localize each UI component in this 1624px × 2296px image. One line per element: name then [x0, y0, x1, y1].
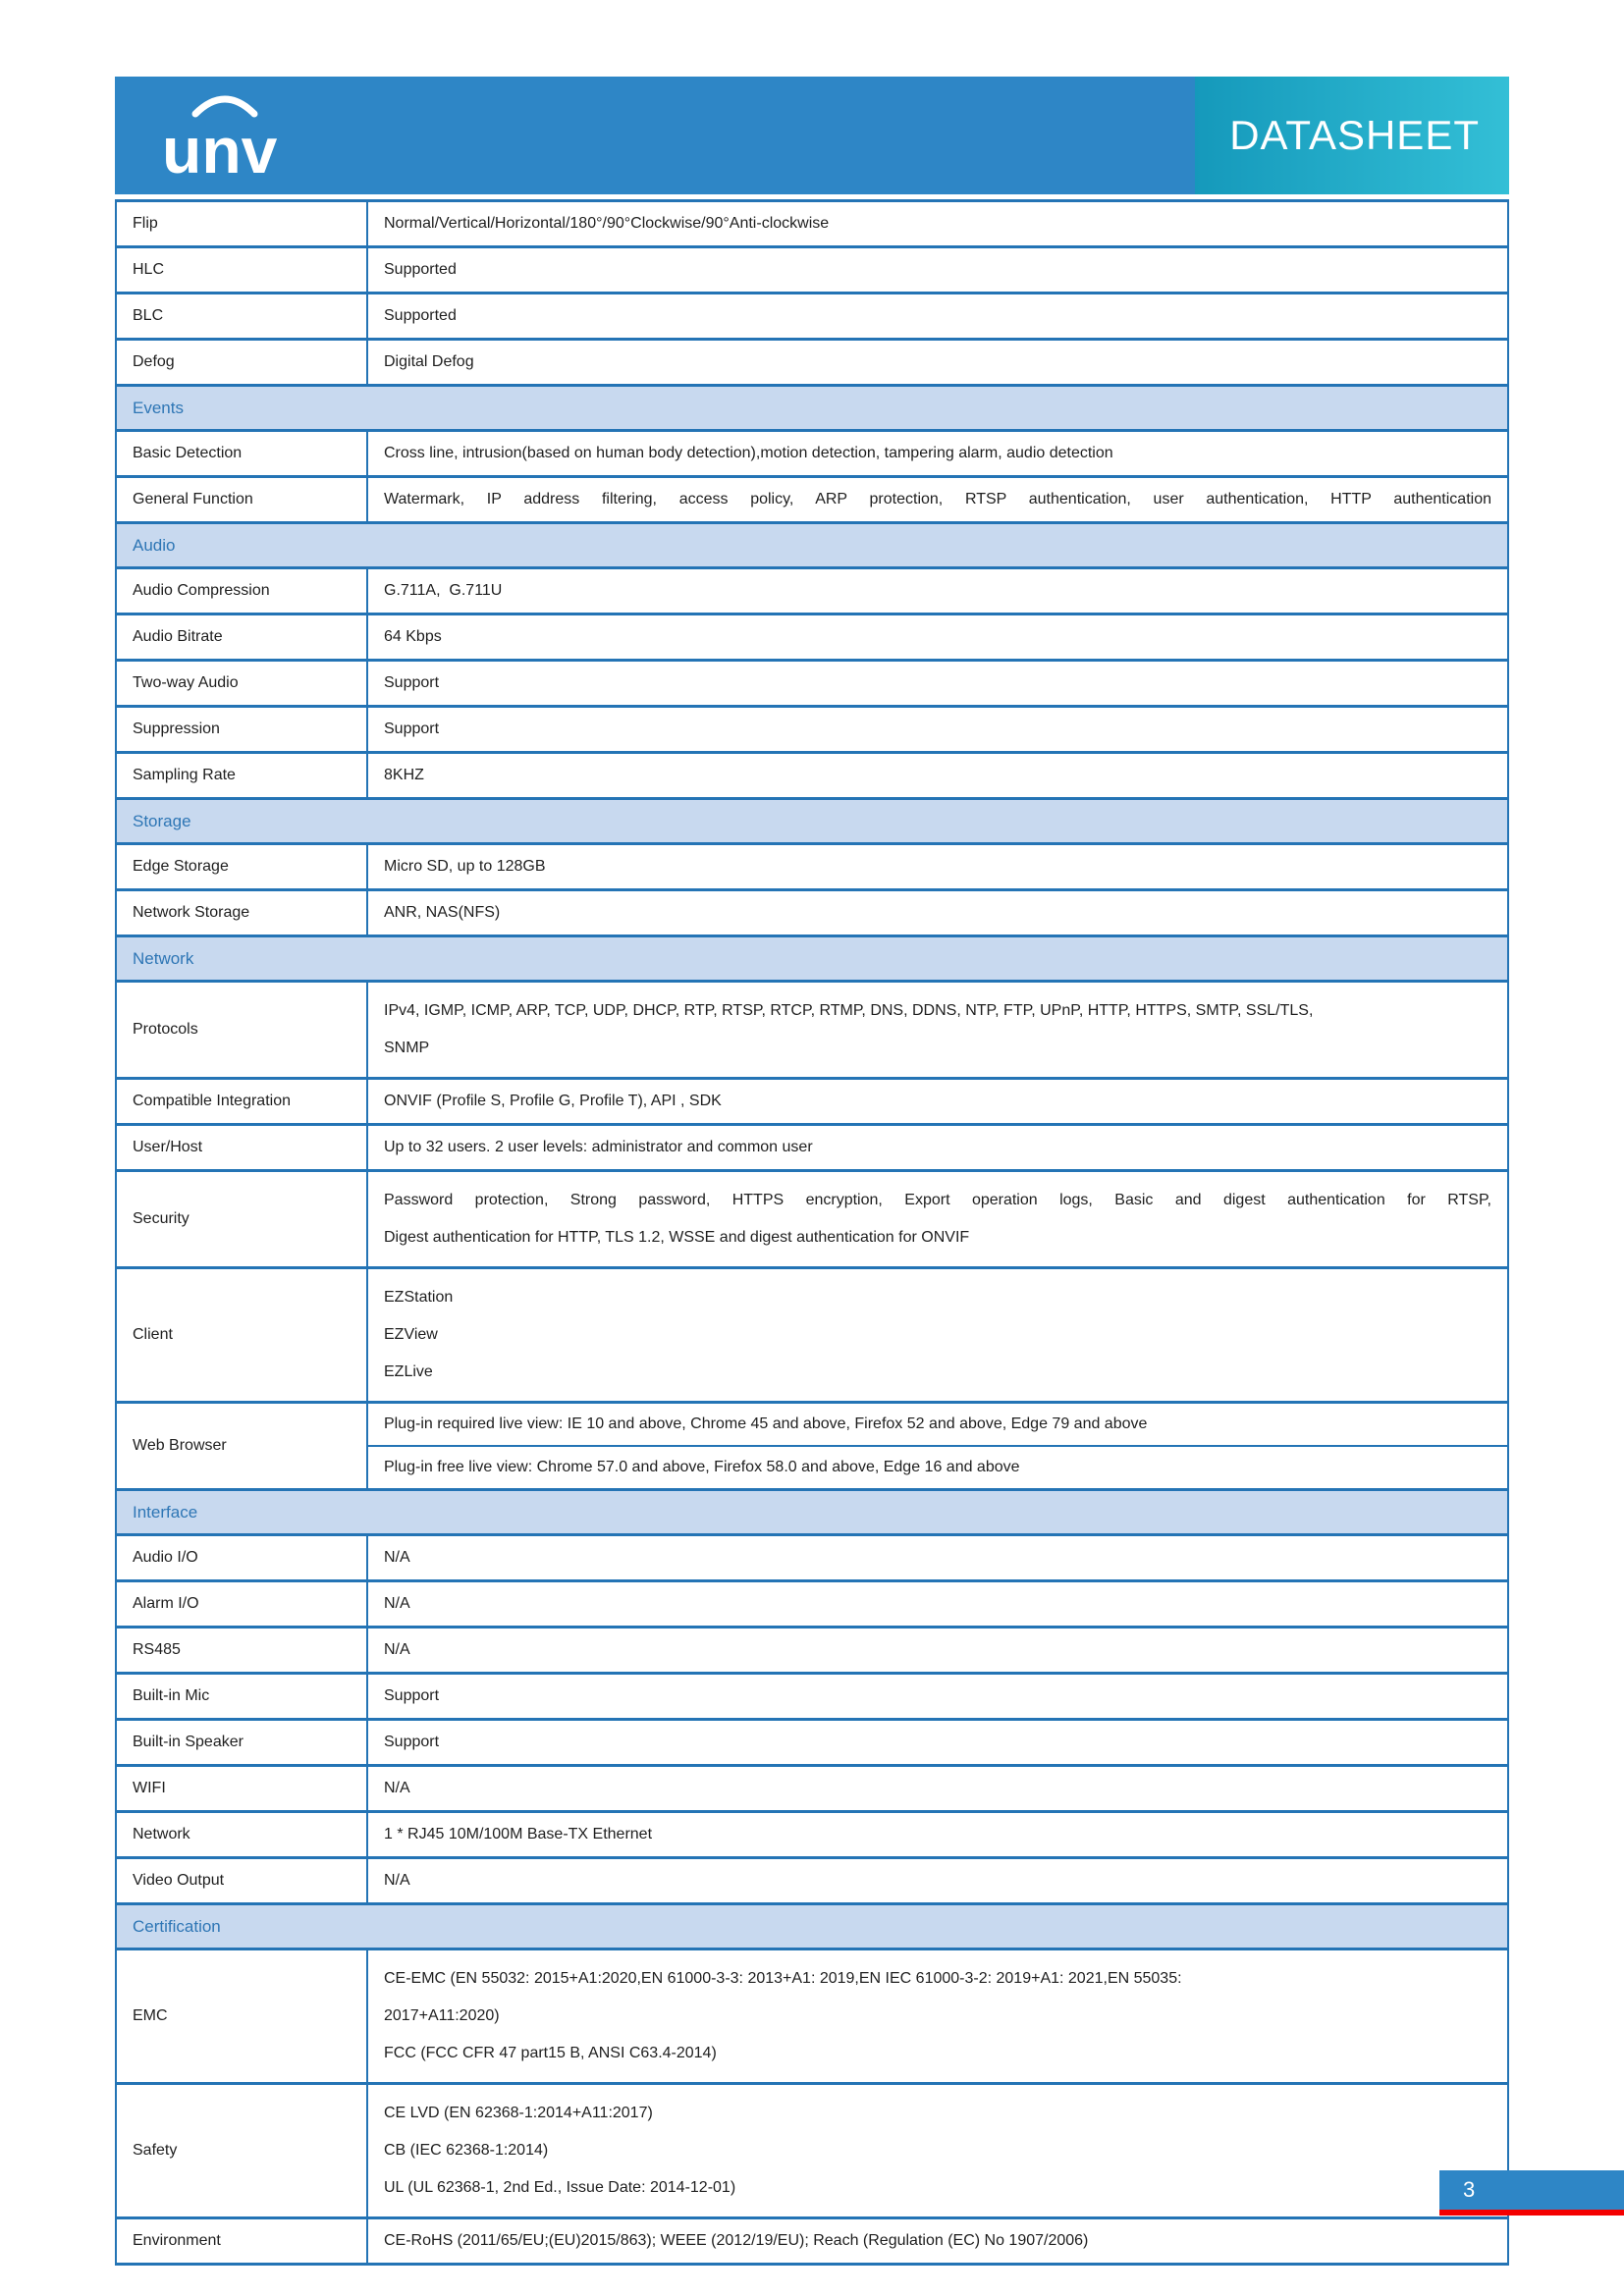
spec-row [117, 1126, 1507, 1172]
spec-label: BLC [117, 294, 368, 338]
spec-value [368, 1536, 1507, 1579]
spec-value [368, 1859, 1507, 1902]
spec-value-line: 8KHZ [384, 767, 424, 783]
spec-value-line: Password protection, Strong password, HTTPS encryption, Export operation logs, Basic and digest authentication for RTSP, [384, 1192, 1491, 1208]
spec-value-line: N/A [384, 1549, 410, 1566]
spec-row [117, 1950, 1507, 2085]
section-row: Audio [117, 524, 1507, 569]
spec-value [368, 615, 1507, 659]
spec-row [117, 1767, 1507, 1813]
spec-label: Built-in Speaker [117, 1721, 368, 1764]
spec-value [368, 569, 1507, 613]
spec-label: User/Host [117, 1126, 368, 1169]
spec-label: HLC [117, 248, 368, 292]
section-row: Certification [117, 1905, 1507, 1950]
spec-label: Audio Compression [117, 569, 368, 613]
spec-value-line: Plug-in required live view: IE 10 and above, Chrome 45 and above, Firefox 52 and above, Edge 79 and above [384, 1415, 1148, 1432]
spec-label: Network Storage [117, 891, 368, 934]
spec-value [368, 202, 1507, 245]
spec-value-line: Support [384, 1687, 440, 1704]
spec-value-line: FCC (FCC CFR 47 part15 B, ANSI C63.4-2014) [384, 2045, 717, 2061]
spec-value [368, 662, 1507, 705]
spec-value [368, 2219, 1507, 2263]
page-number: 3 [1463, 2177, 1476, 2202]
document-header [115, 77, 1509, 194]
spec-row [117, 202, 1507, 248]
spec-row [117, 1721, 1507, 1767]
spec-value-line: Watermark, IP address filtering, access policy, ARP protection, RTSP authentication, user authentication, HTTP authentication [384, 491, 1491, 507]
spec-label: Sampling Rate [117, 754, 368, 797]
spec-row [117, 1404, 1507, 1491]
spec-value-line: N/A [384, 1641, 410, 1658]
spec-value [368, 248, 1507, 292]
spec-label: Protocols [117, 983, 368, 1077]
spec-row [117, 341, 1507, 387]
spec-label: Web Browser [117, 1404, 368, 1488]
spec-value-line: CE-RoHS (2011/65/EU;(EU)2015/863); WEEE (2012/19/EU); Reach (Regulation (EC) No 1907/2006) [384, 2232, 1089, 2249]
spec-label: Basic Detection [117, 432, 368, 475]
spec-row [117, 2219, 1507, 2263]
spec-value [368, 754, 1507, 797]
spec-value-line: ANR, NAS(NFS) [384, 904, 501, 921]
spec-row [117, 708, 1507, 754]
spec-label: Flip [117, 202, 368, 245]
section-row: Events [117, 387, 1507, 432]
spec-value [368, 708, 1507, 751]
spec-label: Defog [117, 341, 368, 384]
spec-table [115, 199, 1509, 2266]
spec-value-line: UL (UL 62368-1, 2nd Ed., Issue Date: 2014-12-01) [384, 2179, 736, 2196]
spec-value-line: N/A [384, 1780, 410, 1796]
datasheet-page [115, 77, 1509, 2266]
unv-logo-graphic [154, 88, 327, 183]
spec-row [117, 1172, 1507, 1269]
spec-label: Network [117, 1813, 368, 1856]
spec-value [368, 1767, 1507, 1810]
spec-value-line: Micro SD, up to 128GB [384, 858, 546, 875]
spec-row [117, 1859, 1507, 1905]
spec-value-line: Support [384, 1734, 440, 1750]
spec-label: Built-in Mic [117, 1675, 368, 1718]
spec-value [368, 1126, 1507, 1169]
spec-value-line: Support [384, 721, 440, 737]
spec-value [368, 1404, 1507, 1488]
spec-value-line: 2017+A11:2020) [384, 2007, 500, 2024]
brand-text: unv [162, 114, 278, 183]
spec-label: Edge Storage [117, 845, 368, 888]
spec-value-line: 64 Kbps [384, 628, 442, 645]
spec-row [117, 1629, 1507, 1675]
spec-label: Suppression [117, 708, 368, 751]
spec-value-line: Supported [384, 261, 457, 278]
spec-value-line: Digest authentication for HTTP, TLS 1.2, WSSE and digest authentication for ONVIF [384, 1229, 970, 1246]
spec-value-line: ONVIF (Profile S, Profile G, Profile T), API , SDK [384, 1093, 722, 1109]
spec-label: Audio I/O [117, 1536, 368, 1579]
spec-label: Video Output [117, 1859, 368, 1902]
datasheet-banner: DATASHEET [1195, 77, 1509, 194]
spec-value-line: Up to 32 users. 2 user levels: administrator and common user [384, 1139, 813, 1155]
spec-value-line: Digital Defog [384, 353, 474, 370]
spec-value-line: Normal/Vertical/Horizontal/180°/90°Clockwise/90°Anti-clockwise [384, 215, 830, 232]
spec-value-line: 1 * RJ45 10M/100M Base-TX Ethernet [384, 1826, 653, 1842]
spec-row [117, 1080, 1507, 1126]
spec-label: Alarm I/O [117, 1582, 368, 1626]
spec-value [368, 845, 1507, 888]
spec-value [368, 478, 1507, 521]
page-badge-redline [1439, 2210, 1624, 2216]
spec-label: WIFI [117, 1767, 368, 1810]
spec-row [117, 478, 1507, 524]
spec-value-line: CE-EMC (EN 55032: 2015+A1:2020,EN 61000-3-3: 2013+A1: 2019,EN IEC 61000-3-2: 2019+A1: 2021,EN 55035: [384, 1970, 1182, 1987]
spec-value-line: CE LVD (EN 62368-1:2014+A11:2017) [384, 2105, 653, 2121]
spec-row [117, 983, 1507, 1080]
spec-value [368, 1629, 1507, 1672]
spec-value-line: IPv4, IGMP, ICMP, ARP, TCP, UDP, DHCP, RTP, RTSP, RTCP, RTMP, DNS, DDNS, NTP, FTP, UPnP, HTTP, HTTPS, SMTP, SSL/TLS, [384, 1002, 1314, 1019]
spec-value [368, 1582, 1507, 1626]
spec-label: Safety [117, 2085, 368, 2216]
spec-value-line: EZStation [384, 1289, 454, 1306]
spec-value [368, 294, 1507, 338]
spec-value-line: Support [384, 674, 440, 691]
spec-value-line: EZLive [384, 1363, 433, 1380]
spec-value-line: Supported [384, 307, 457, 324]
spec-label: Environment [117, 2219, 368, 2263]
spec-value-line: N/A [384, 1872, 410, 1889]
spec-value-line: Cross line, intrusion(based on human body detection),motion detection, tampering alarm, audio detection [384, 445, 1113, 461]
spec-value [368, 341, 1507, 384]
spec-label: Compatible Integration [117, 1080, 368, 1123]
spec-value [368, 2085, 1507, 2216]
section-row: Interface [117, 1491, 1507, 1536]
spec-row [117, 615, 1507, 662]
spec-label: Two-way Audio [117, 662, 368, 705]
spec-row [117, 294, 1507, 341]
spec-row [117, 248, 1507, 294]
spec-value [368, 1080, 1507, 1123]
spec-value-line: CB (IEC 62368-1:2014) [384, 2142, 549, 2159]
spec-value [368, 1269, 1507, 1401]
section-row: Storage [117, 800, 1507, 845]
spec-row [117, 2085, 1507, 2219]
spec-label: Client [117, 1269, 368, 1401]
spec-row [117, 1813, 1507, 1859]
spec-row [117, 662, 1507, 708]
spec-row [117, 569, 1507, 615]
spec-row [117, 1269, 1507, 1404]
unv-logo [115, 77, 1195, 194]
spec-value [368, 432, 1507, 475]
spec-value-line: SNMP [384, 1040, 430, 1056]
spec-value [368, 1950, 1507, 2082]
spec-value-line: Plug-in free live view: Chrome 57.0 and above, Firefox 58.0 and above, Edge 16 and above [368, 1445, 1507, 1488]
spec-value [368, 1675, 1507, 1718]
spec-value [368, 891, 1507, 934]
spec-row [117, 845, 1507, 891]
spec-row [117, 1582, 1507, 1629]
section-row: Network [117, 937, 1507, 983]
spec-label: RS485 [117, 1629, 368, 1672]
spec-label: General Function [117, 478, 368, 521]
spec-row [117, 754, 1507, 800]
spec-value-line: G.711A, G.711U [384, 582, 503, 599]
spec-value [368, 1721, 1507, 1764]
spec-label: Audio Bitrate [117, 615, 368, 659]
spec-value-line: EZView [384, 1326, 438, 1343]
spec-value [368, 1172, 1507, 1266]
page-number-badge [1439, 2170, 1624, 2210]
spec-value [368, 1813, 1507, 1856]
spec-value-line: N/A [384, 1595, 410, 1612]
spec-row [117, 1675, 1507, 1721]
spec-row [117, 432, 1507, 478]
spec-row [117, 891, 1507, 937]
spec-value [368, 983, 1507, 1077]
spec-row [117, 1536, 1507, 1582]
spec-label: EMC [117, 1950, 368, 2082]
spec-label: Security [117, 1172, 368, 1266]
